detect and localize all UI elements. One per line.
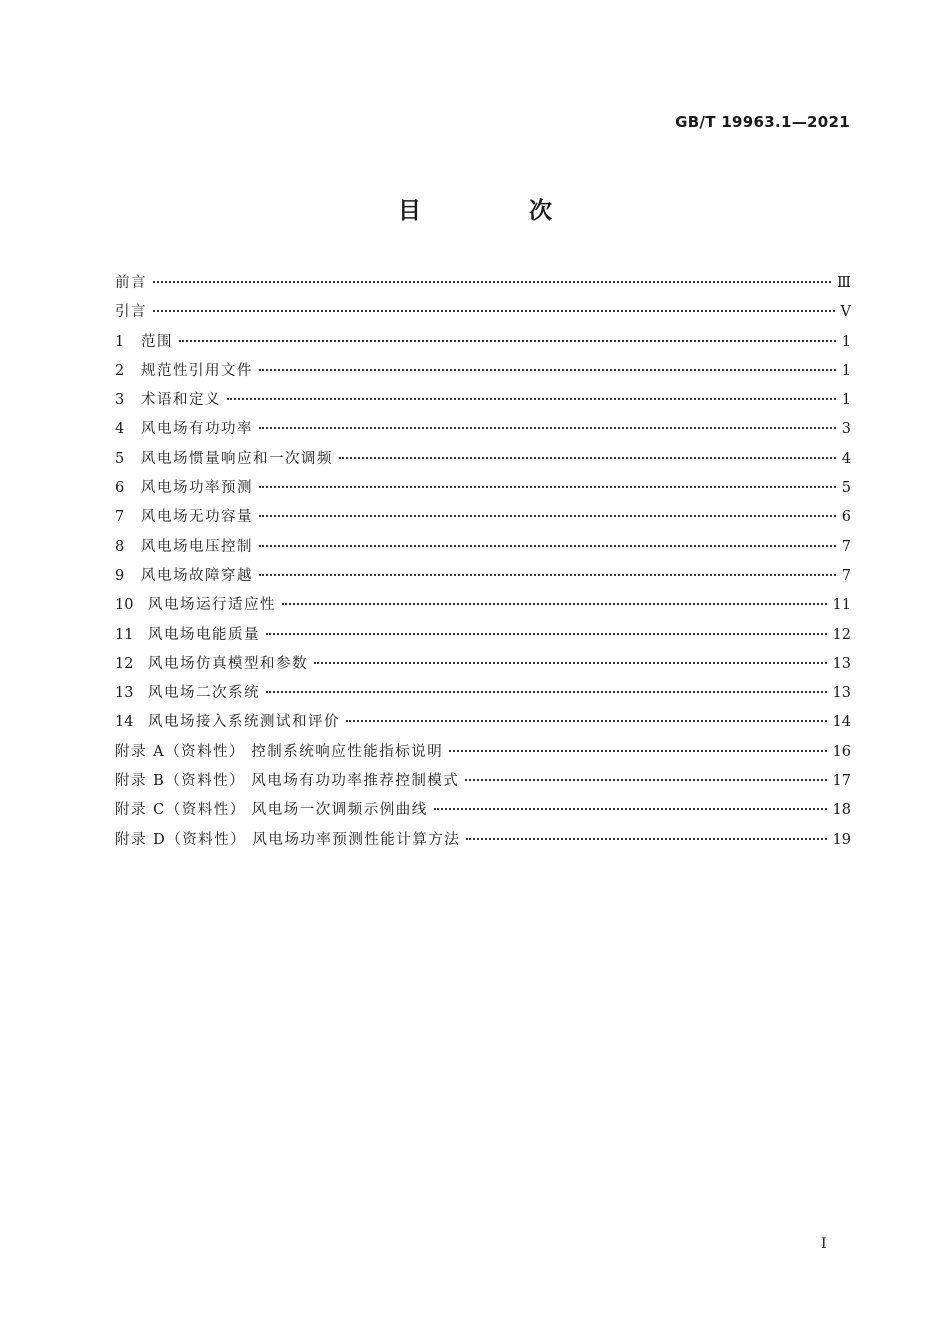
toc-entry-number: 13 (115, 685, 134, 702)
toc-entry-label (115, 298, 147, 327)
toc-dot-leader (282, 602, 827, 605)
toc-entry-label (115, 328, 173, 357)
toc-dot-leader (259, 573, 836, 576)
toc-entry-label (115, 767, 459, 796)
toc-entry-page: 3 (841, 421, 851, 438)
toc-entry-number: 9 (115, 567, 125, 584)
toc-dot-leader (266, 632, 827, 635)
toc-entry-text: 风电场仿真模型和参数 (148, 655, 308, 672)
toc-entry-text: 附录 B（资料性） 风电场有功功率推荐控制模式 (115, 773, 460, 790)
toc-entry-label (115, 650, 308, 679)
toc-entry-text: 范围 (141, 333, 173, 350)
toc-dot-leader (227, 397, 836, 400)
page-number: Ⅰ (821, 1236, 827, 1252)
toc-entry[interactable] (115, 738, 851, 767)
toc-dot-leader (179, 339, 836, 342)
toc-entry-number: 4 (115, 421, 125, 438)
toc-entry[interactable] (115, 269, 851, 298)
toc-dot-leader (449, 749, 826, 752)
toc-entry-label (115, 503, 253, 532)
toc-entry-text: 附录 A（资料性） 控制系统响应性能指标说明 (115, 743, 444, 760)
toc-dot-leader (259, 514, 836, 517)
toc-entry[interactable] (115, 474, 851, 503)
toc-entry-label (115, 533, 253, 562)
toc-dot-leader (465, 778, 826, 781)
toc-entry-number: 14 (115, 714, 134, 731)
toc-entry[interactable] (115, 679, 851, 708)
toc-entry-number: 3 (115, 392, 125, 409)
toc-entry-text: 风电场故障穿越 (141, 567, 253, 584)
toc-entry-page: Ⅴ (840, 304, 851, 321)
toc-entry[interactable] (115, 415, 851, 444)
toc-entry-page: 4 (841, 450, 851, 467)
toc-entry-page: 13 (832, 655, 851, 672)
toc-entry-text: 风电场惯量响应和一次调频 (141, 450, 333, 467)
toc-entry-page: Ⅲ (837, 275, 851, 291)
toc-entry-text: 风电场运行适应性 (148, 597, 276, 614)
toc-entry-text: 引言 (115, 304, 147, 321)
page-title: 目 次 (397, 198, 602, 224)
toc-entry[interactable] (115, 328, 851, 357)
toc-dot-leader (259, 544, 836, 547)
toc-entry-page: 19 (832, 831, 851, 848)
toc-entry-number: 8 (115, 538, 125, 555)
toc-entry-text: 前言 (115, 275, 147, 291)
toc-dot-leader (259, 485, 836, 488)
toc-entry-label (115, 386, 221, 415)
toc-entry-label (115, 445, 333, 474)
toc-entry-text: 风电场有功功率 (141, 421, 253, 438)
toc-entry[interactable] (115, 621, 851, 650)
toc-entry-text: 风电场电压控制 (141, 538, 253, 555)
toc-entry-label (115, 562, 253, 591)
toc-entry[interactable] (115, 826, 851, 855)
toc-entry-page: 13 (832, 685, 851, 702)
toc-entry-text: 规范性引用文件 (141, 362, 253, 379)
toc-dot-leader (259, 368, 836, 371)
toc-entry-number: 10 (115, 597, 134, 614)
toc-entry-page: 17 (832, 773, 851, 790)
toc-dot-leader (314, 661, 827, 664)
toc-entry-page: 18 (832, 802, 851, 819)
toc-dot-leader (466, 837, 826, 840)
toc-dot-leader (434, 807, 827, 810)
toc-dot-leader (346, 719, 827, 722)
toc-entry[interactable] (115, 503, 851, 532)
toc-entry-page: 16 (832, 743, 851, 760)
toc-entry-label (115, 474, 253, 503)
toc-entry-page: 5 (841, 480, 851, 497)
toc-entry-number: 5 (115, 450, 125, 467)
toc-entry-label (115, 621, 260, 650)
toc-entry-text: 风电场无功容量 (141, 509, 253, 526)
toc-entry-page: 12 (832, 626, 851, 643)
toc-entry[interactable] (115, 650, 851, 679)
toc-entry-page: 1 (841, 362, 851, 379)
toc-entry-number: 11 (115, 626, 134, 643)
toc-entry[interactable] (115, 591, 851, 620)
toc-entry-text: 附录 D（资料性） 风电场功率预测性能计算方法 (115, 831, 461, 848)
table-of-contents (115, 269, 851, 855)
toc-entry-text: 风电场功率预测 (141, 480, 253, 497)
standard-code: GB/T 19963.1—2021 (675, 113, 850, 131)
toc-entry-page: 11 (832, 597, 851, 614)
toc-entry-number: 7 (115, 509, 125, 526)
toc-entry-text: 风电场电能质量 (148, 626, 260, 643)
toc-dot-leader (153, 309, 835, 312)
toc-entry-number: 6 (115, 480, 125, 497)
toc-entry-label (115, 708, 340, 737)
toc-entry[interactable] (115, 796, 851, 825)
toc-entry-number: 12 (115, 655, 134, 672)
toc-entry-label (115, 738, 443, 767)
toc-entry[interactable] (115, 562, 851, 591)
toc-entry-page: 14 (832, 714, 851, 731)
toc-entry-page: 6 (841, 509, 851, 526)
toc-entry-label (115, 269, 147, 298)
toc-entry-text: 附录 C（资料性） 风电场一次调频示例曲线 (115, 802, 428, 819)
toc-entry-label (115, 679, 260, 708)
toc-entry[interactable] (115, 386, 851, 415)
toc-entry-text: 风电场接入系统测试和评价 (148, 714, 340, 731)
toc-entry[interactable] (115, 533, 851, 562)
toc-dot-leader (266, 690, 827, 693)
toc-entry-page: 1 (841, 392, 851, 409)
toc-entry-label (115, 826, 460, 855)
toc-entry-page: 1 (841, 333, 851, 350)
toc-entry-page: 7 (841, 538, 851, 555)
toc-entry-label (115, 796, 428, 825)
toc-entry-label (115, 357, 253, 386)
toc-entry-text: 术语和定义 (141, 392, 221, 409)
toc-entry[interactable] (115, 767, 851, 796)
toc-entry-page: 7 (841, 567, 851, 584)
toc-entry-text: 风电场二次系统 (148, 685, 260, 702)
toc-entry[interactable] (115, 298, 851, 327)
toc-entry[interactable] (115, 445, 851, 474)
toc-entry-label (115, 415, 253, 444)
toc-dot-leader (339, 456, 836, 459)
toc-entry[interactable] (115, 708, 851, 737)
toc-dot-leader (153, 280, 831, 283)
toc-entry-number: 2 (115, 362, 125, 379)
toc-entry-label (115, 591, 276, 620)
toc-entry-number: 1 (115, 333, 125, 350)
toc-dot-leader (259, 426, 836, 429)
toc-entry[interactable] (115, 357, 851, 386)
